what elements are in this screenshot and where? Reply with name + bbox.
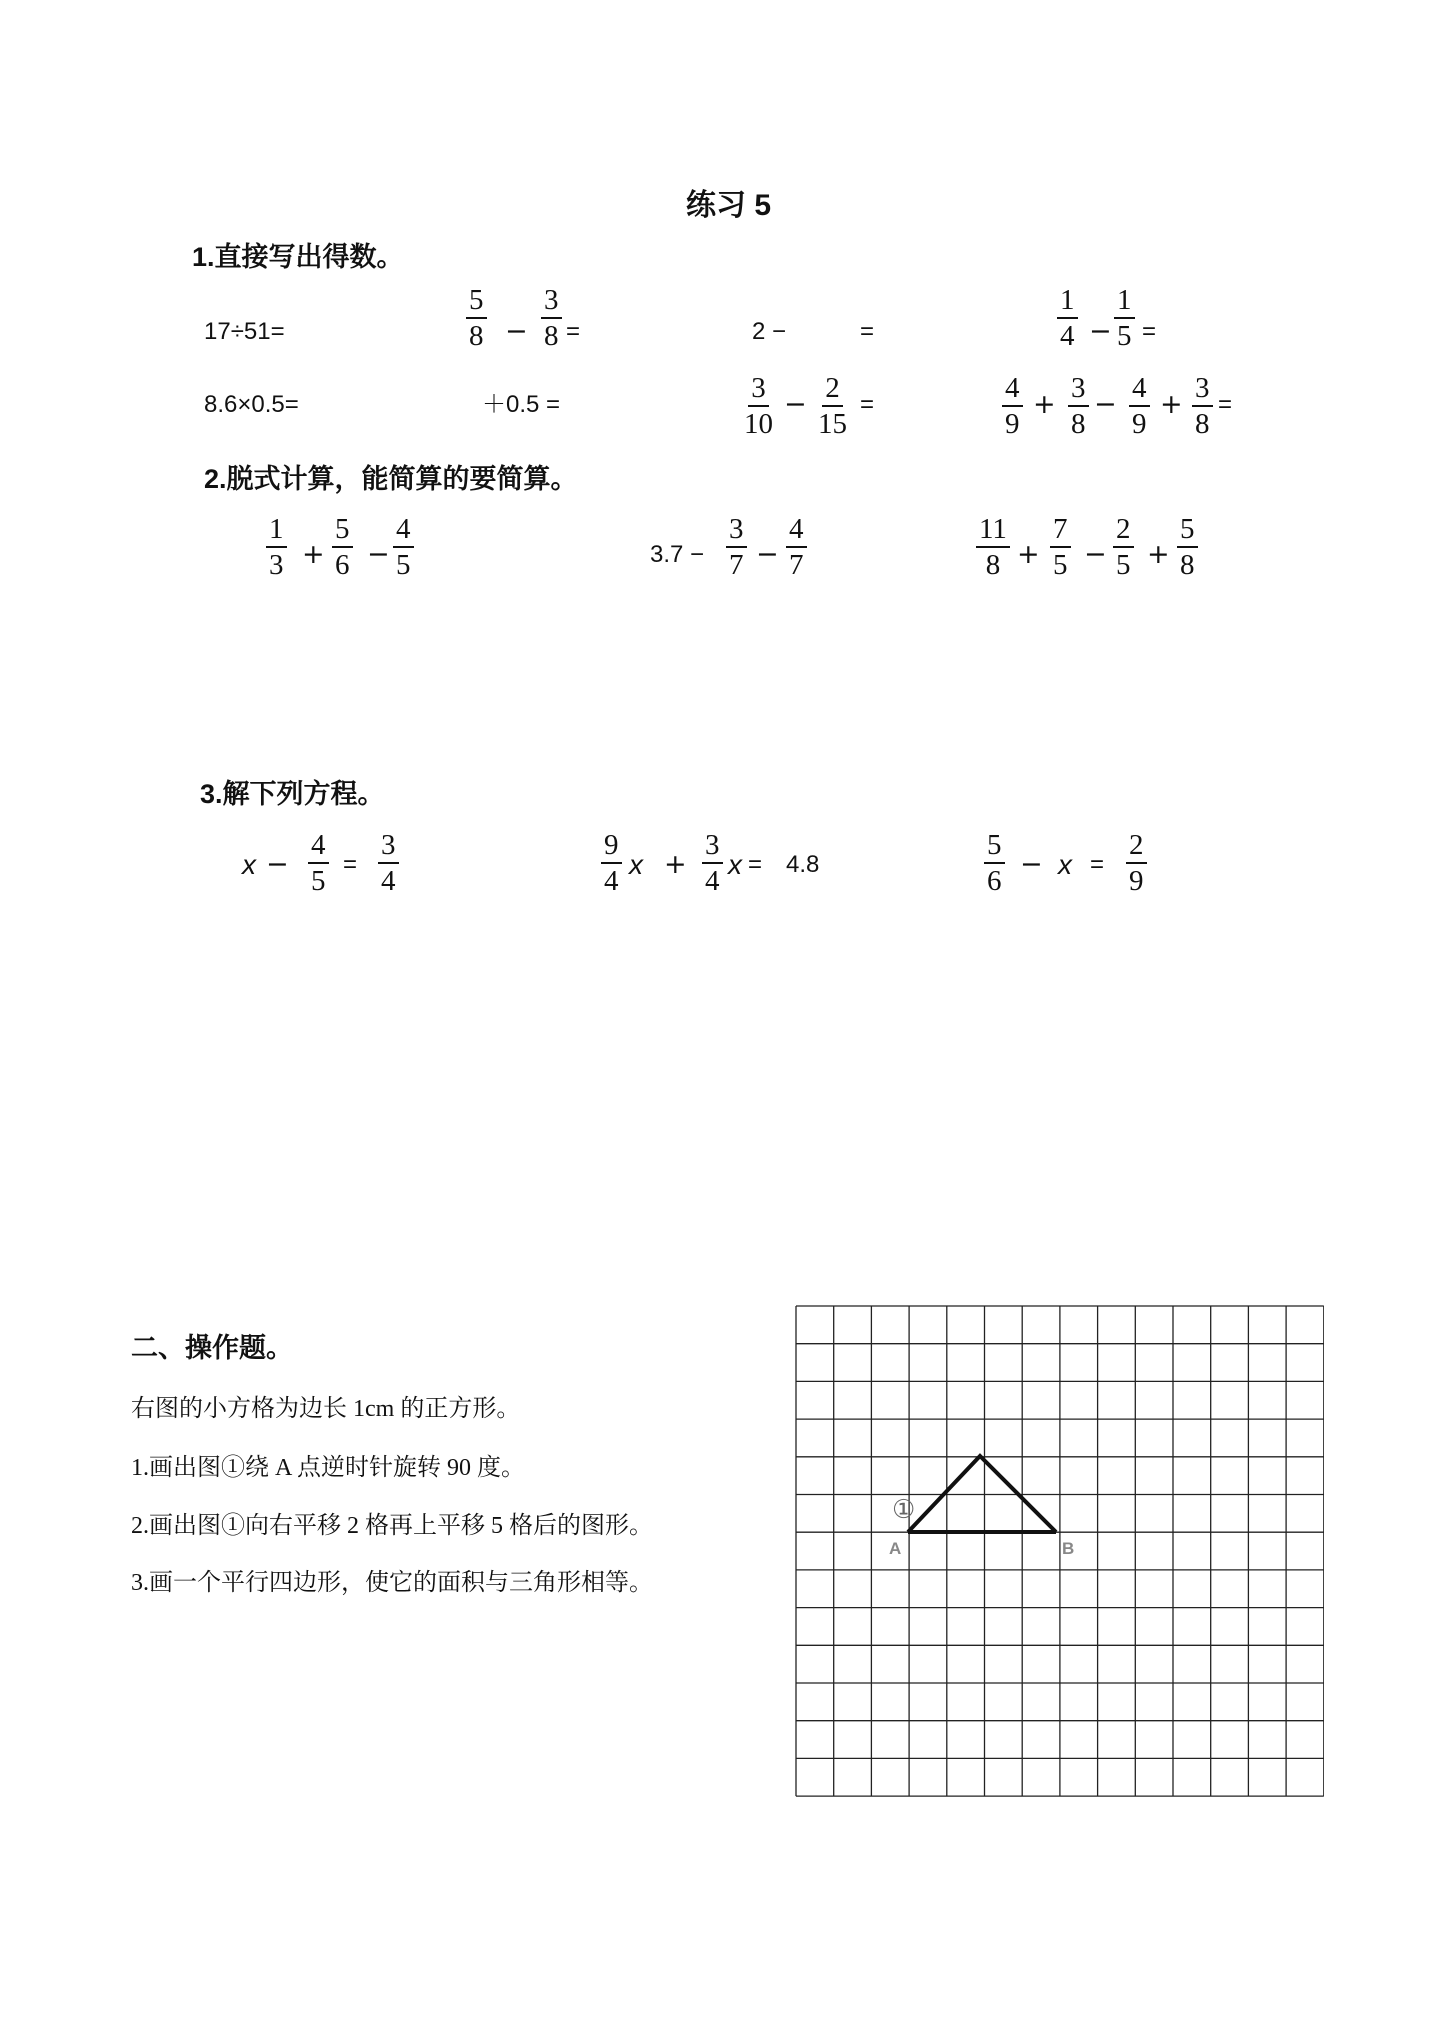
fraction: $\frac{3}{8}$	[1192, 371, 1213, 441]
section4-heading: 二、操作题。	[131, 1333, 293, 1363]
task-item-3: 3.画一个平行四边形，使它的面积与三角形相等。	[131, 1570, 653, 1596]
minus-sign: −	[1084, 539, 1107, 570]
point-label-a: A	[889, 1539, 902, 1558]
fraction: $\frac{5}{6}$	[984, 828, 1005, 898]
problem-5: 8.6×0.5=	[204, 391, 299, 418]
fraction: $\frac{2}{5}$	[1113, 512, 1134, 582]
minus-sign: −	[1020, 849, 1043, 880]
fraction: $\frac{4}{5}$	[308, 828, 329, 898]
variable-x: x	[242, 849, 256, 880]
fraction: $\frac{3}{8}$	[541, 283, 562, 353]
section3-heading: 3.解下列方程。	[200, 779, 385, 809]
point-label-b: B	[1062, 1539, 1075, 1558]
equals-sign: =	[1218, 391, 1233, 418]
problem-6: ＋0.5 =	[482, 391, 561, 418]
shape-label: ①	[892, 1495, 916, 1525]
task-item-1: 1.画出图①绕 A 点逆时针旋转 90 度。	[131, 1455, 526, 1481]
fraction: $\frac{3}{4}$	[702, 828, 723, 898]
fraction: $\frac{4}{7}$	[786, 512, 807, 582]
minus-sign: −	[756, 539, 779, 570]
fraction: $\frac{9}{4}$	[601, 828, 622, 898]
minus-sign: −	[784, 389, 807, 420]
equals-sign: =	[1090, 851, 1105, 878]
task-item-2: 2.画出图①向右平移 2 格再上平移 5 格后的图形。	[131, 1513, 653, 1539]
variable-x: x	[629, 849, 643, 880]
minus-sign: −	[266, 849, 289, 880]
equals-sign: =	[860, 318, 875, 345]
fraction: $\frac{11}{8}$	[976, 512, 1010, 582]
equals-sign: =	[343, 851, 358, 878]
fraction: $\frac{2}{15}$	[818, 372, 847, 440]
variable-x: x	[728, 849, 742, 880]
fraction: $\frac{1}{3}$	[266, 512, 287, 582]
equals-sign: =	[566, 318, 581, 345]
fraction: $\frac{1}{4}$	[1057, 283, 1078, 353]
fraction: $\frac{4}{9}$	[1002, 371, 1023, 441]
plus-sign: +	[302, 539, 325, 570]
fraction: $\frac{3}{7}$	[726, 512, 747, 582]
minus-sign: −	[505, 316, 528, 347]
plus-sign: +	[1160, 389, 1183, 420]
fraction: $\frac{3}{8}$	[1068, 371, 1089, 441]
minus-sign: −	[1094, 389, 1117, 420]
grid-figure	[794, 1304, 1324, 1804]
fraction: $\frac{5}{8}$	[466, 283, 487, 353]
expression-lead: 2 −	[752, 318, 787, 345]
grid-lines	[796, 1306, 1324, 1796]
fraction: $\frac{7}{5}$	[1050, 512, 1071, 582]
equals-sign: =	[860, 391, 875, 418]
fraction: $\frac{4}{5}$	[393, 512, 414, 582]
equals-sign: =	[1142, 318, 1157, 345]
fraction: $\frac{3}{4}$	[378, 828, 399, 898]
section1-heading: 1.直接写出得数。	[192, 242, 404, 272]
fraction: $\frac{4}{9}$	[1129, 371, 1150, 441]
problem-1: 17÷51=	[204, 318, 285, 345]
minus-sign: −	[367, 539, 390, 570]
fraction: $\frac{1}{5}$	[1114, 283, 1135, 353]
plus-sign: +	[664, 849, 687, 880]
equation-rhs: 4.8	[786, 851, 820, 878]
fraction: $\frac{5}{6}$	[332, 512, 353, 582]
minus-sign: −	[1089, 316, 1112, 347]
section2-heading: 2.脱式计算，能简算的要简算。	[204, 464, 578, 494]
expression-lead: 3.7 −	[650, 541, 705, 568]
fraction: $\frac{5}{8}$	[1177, 512, 1198, 582]
plus-sign: +	[1033, 389, 1056, 420]
equals-sign: =	[748, 851, 763, 878]
plus-sign: +	[1147, 539, 1170, 570]
section4-intro: 右图的小方格为边长 1cm 的正方形。	[131, 1396, 521, 1422]
plus-sign: +	[1017, 539, 1040, 570]
fraction: $\frac{3}{10}$	[744, 372, 773, 440]
variable-x: x	[1058, 849, 1072, 880]
page-title: 练习 5	[686, 189, 772, 222]
fraction: $\frac{2}{9}$	[1126, 828, 1147, 898]
